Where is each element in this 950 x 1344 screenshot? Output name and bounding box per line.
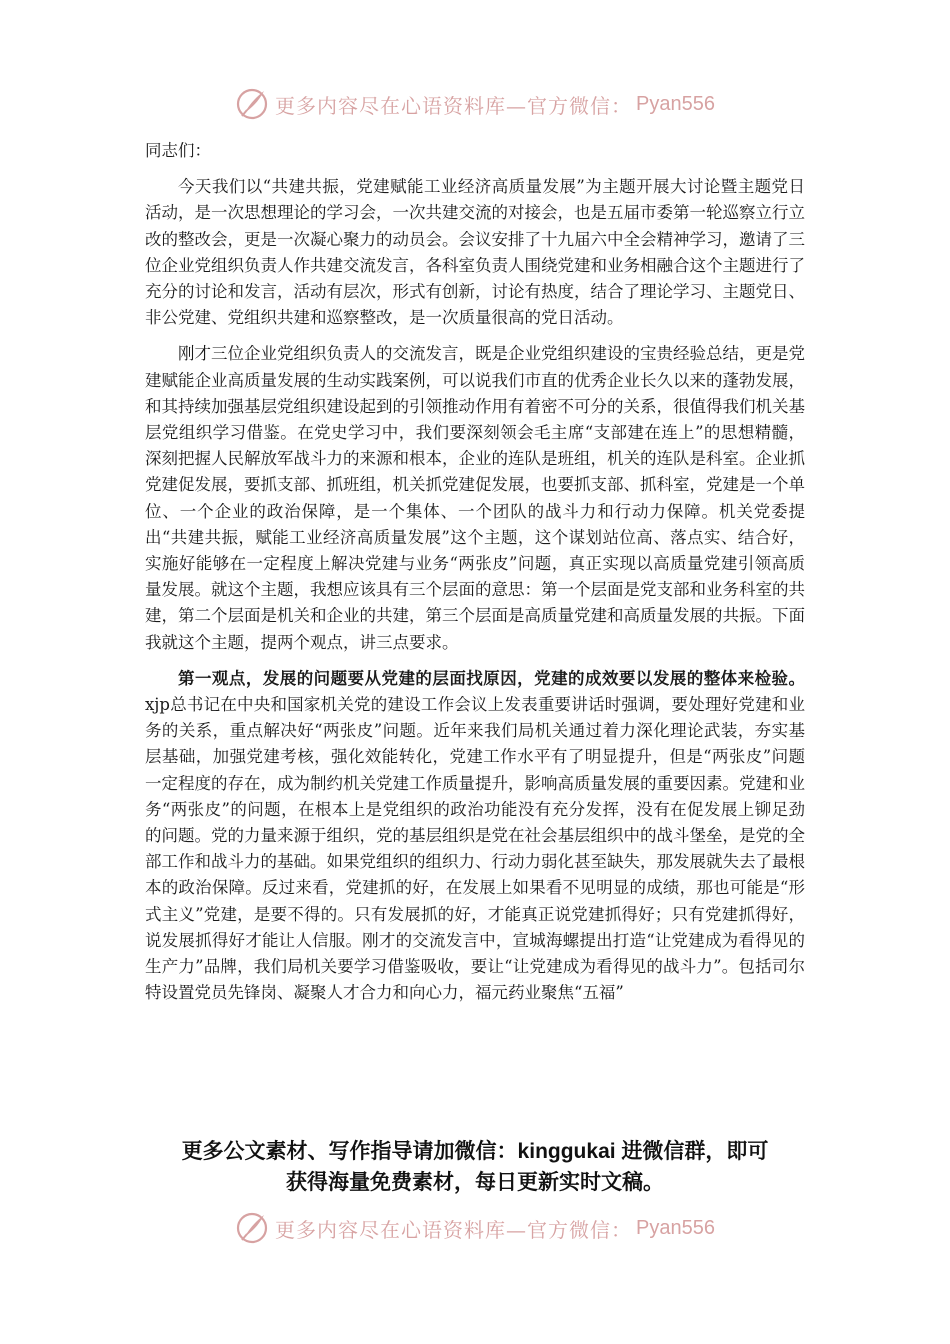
watermark-wechat-id: Pyan556: [636, 1216, 715, 1239]
paragraph-3-body: xjp总书记在中央和国家机关党的建设工作会议上发表重要讲话时强调，要处理好党建和业务的关系，重点解决好“两张皮”问题。近年来我们局机关通过着力深化理论武装，夯实基层基础，加强党建考核，强化效能转化，党建工作水平有了明显提升，但是“两张皮”问题一定程度的存在，成为制约机关党建工作质量提升，影响高质量发展的重要因素。党建和业务“两张皮”的问题，在根本上是党组织的政治功能没有充分发挥，没有在促发展上铆足劲的问题。党的力量来源于组织，党的基层组织是党在社会基层组织中的战斗堡垒，是党的全部工作和战斗力的基础。如果党组织的组织力、行动力弱化甚至缺失，那发展就失去了最根本的政治保障。反过来看，党建抓的好，在发展上如果看不见明显的成绩，那也可能是“形式主义”党建，是要不得的。只有发展抓的好，才能真正说党建抓得好；只有党建抓得好，说发展抓得好才能让人信服。刚才的交流发言中，宣城海螺提出打造“让党建成为看得见的生产力”品牌，我们局机关要学习借鉴吸收，要让“让党建成为看得见的战斗力”。包括司尔特设置党员先锋岗、凝聚人才合力和向心力，福元药业聚焦“五福”: [145, 695, 805, 1003]
paragraph-1: 今天我们以“共建共振，党建赋能工业经济高质量发展”为主题开展大讨论暨主题党日活动，是一次思想理论的学习会，一次共建交流的对接会，也是五届市委第一轮巡察立行立改的整改会，更是一次凝心聚力的动员会。会议安排了十九届六中全会精神学习，邀请了三位企业党组织负责人作共建交流发言，各科室负责人围绕党建和业务相融合这个主题进行了充分的讨论和发言，活动有层次，形式有创新，讨论有热度，结合了理论学习、主题党日、非公党建、党组织共建和巡察整改，是一次质量很高的党日活动。: [145, 177, 805, 328]
watermark-wechat-id: Pyan556: [636, 92, 715, 115]
paragraph-2: 刚才三位企业党组织负责人的交流发言，既是企业党组织建设的宝贵经验总结，更是党建赋能企业高质量发展的生动实践案例，可以说我们市直的优秀企业长久以来的蓬勃发展，和其持续加强基层党组织建设起到的引领推动作用有着密不可分的关系，很值得我们机关基层党组织学习借鉴。在党史学习中，我们要深刻领会毛主席“支部建在连上”的思想精髓，深刻把握人民解放军战斗力的来源和根本，企业的连队是班组，机关的连队是科室。企业抓党建促发展，要抓支部、抓班组，机关抓党建促发展，也要抓支部、抓科室，党建是一个单位、一个企业的政治保障，是一个集体、一个团队的战斗力和行动力保障。机关党委提出“共建共振，赋能工业经济高质量发展”这个主题，这个谋划站位高、落点实、结合好，实施好能够在一定程度上解决党建与业务“两张皮”问题，真正实现以高质量党建引领高质量发展。就这个主题，我想应该具有三个层面的意思：第一个层面是党支部和业务科室的共建，第二个层面是机关和企业的共建，第三个层面是高质量党建和高质量发展的共振。下面我就这个主题，提两个观点，讲三点要求。: [145, 344, 805, 652]
watermark-text: 更多内容尽在心语资料库—官方微信：: [275, 1217, 633, 1242]
watermark-header: [0, 84, 950, 124]
footer-line-2: 获得海量免费素材，每日更新实时文稿。: [286, 1171, 664, 1194]
footer-advertisement: [100, 1136, 850, 1198]
paragraph-3: [145, 666, 805, 1007]
watermark-text: 更多内容尽在心语资料库—官方微信：: [275, 93, 633, 118]
salutation: 同志们：: [145, 141, 211, 160]
watermark-footer: [0, 1208, 950, 1248]
document-body: [145, 138, 805, 1017]
quill-logo-icon: [235, 1211, 269, 1245]
quill-logo-icon: [235, 87, 269, 121]
paragraph-3-heading: 第一观点，发展的问题要从党建的层面找原因，党建的成效要以发展的整体来检验。: [178, 668, 805, 688]
footer-line-1: 更多公文素材、写作指导请加微信：kinggukai 进微信群，即可: [181, 1140, 769, 1163]
